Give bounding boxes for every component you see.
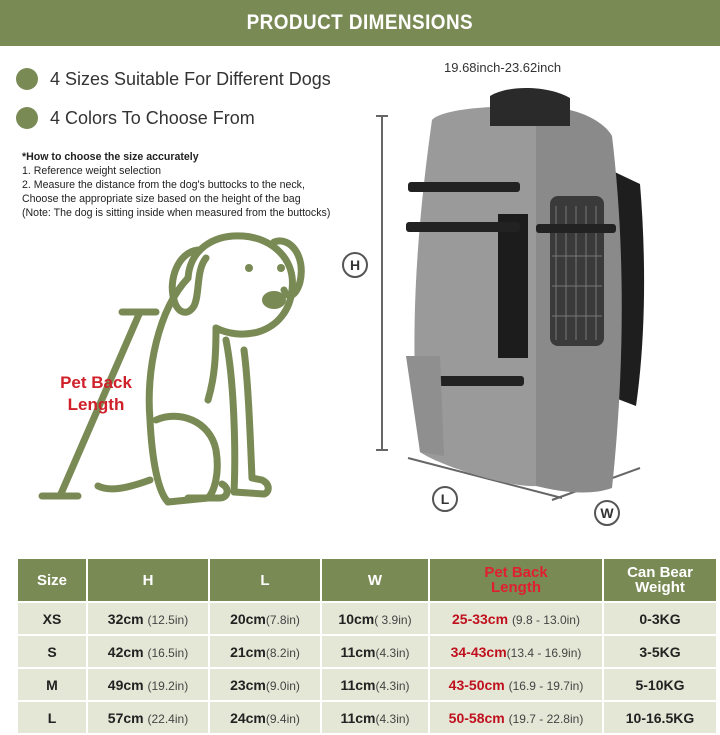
title-banner (0, 0, 720, 46)
bullet-dot-icon (16, 107, 38, 129)
dog-head (188, 236, 292, 334)
pet-label-line: Length (67, 395, 125, 414)
header-size: Size (18, 559, 86, 601)
size-guide-line: 1. Reference weight selection (22, 165, 161, 177)
size-guide-line: Choose the appropriate size based on the height of the bag (22, 193, 301, 205)
length-label: L (432, 486, 458, 512)
cell-weight: 0-3KG (604, 603, 716, 634)
table-row (18, 702, 716, 733)
pet-back-length-label (54, 372, 138, 416)
table-row (18, 669, 716, 700)
dog-eye-icon (245, 264, 253, 272)
header-can-bear-weight (604, 559, 716, 601)
cell-h: 42cm (16.5in) (88, 636, 208, 667)
height-label: H (342, 252, 368, 278)
cell-size: L (18, 702, 86, 733)
header-w: W (322, 559, 428, 601)
header-line: Weight (635, 579, 685, 596)
table-row (18, 603, 716, 634)
header-line: Length (491, 579, 541, 596)
cell-pet: 25-33cm (9.8 - 13.0in) (430, 603, 602, 634)
cell-pet: 43-50cm (16.9 - 19.7in) (430, 669, 602, 700)
cell-w: 11cm(4.3in) (322, 669, 428, 700)
size-guide-line: (Note: The dog is sitting inside when measured from the buttocks) (22, 207, 331, 219)
table-header-row (18, 559, 716, 601)
header-line: Can Bear (627, 564, 693, 581)
header-pet-back-length (430, 559, 602, 601)
width-dimension-label: 19.68inch-23.62inch (444, 60, 562, 75)
cell-l: 23cm(9.0in) (210, 669, 320, 700)
cell-size: M (18, 669, 86, 700)
table-row (18, 636, 716, 667)
cell-l: 24cm(9.4in) (210, 702, 320, 733)
page-title: PRODUCT DIMENSIONS (246, 11, 474, 34)
pet-label-line: Pet Back (60, 373, 132, 392)
cell-weight: 5-10KG (604, 669, 716, 700)
cell-l: 20cm(7.8in) (210, 603, 320, 634)
size-guide-title: *How to choose the size accurately (22, 151, 199, 163)
size-table (16, 557, 718, 735)
header-l: L (210, 559, 320, 601)
size-guide-line: 2. Measure the distance from the dog's buttocks to the neck, (22, 179, 305, 191)
dog-eye-icon (277, 264, 285, 272)
header-h: H (88, 559, 208, 601)
cell-weight: 10-16.5KG (604, 702, 716, 733)
cell-w: 11cm(4.3in) (322, 702, 428, 733)
width-label: W (594, 500, 620, 526)
cell-pet: 34-43cm(13.4 - 16.9in) (430, 636, 602, 667)
bullet-sizes (16, 68, 331, 90)
cell-h: 57cm (22.4in) (88, 702, 208, 733)
bullet-dot-icon (16, 68, 38, 90)
cell-w: 11cm(4.3in) (322, 636, 428, 667)
size-guide (22, 150, 330, 220)
cell-h: 32cm (12.5in) (88, 603, 208, 634)
cell-pet: 50-58cm (19.7 - 22.8in) (430, 702, 602, 733)
header-line: Pet Back (484, 564, 548, 581)
bullet-colors (16, 107, 255, 129)
bullet-text: 4 Colors To Choose From (50, 107, 255, 128)
bullet-text: 4 Sizes Suitable For Different Dogs (50, 68, 331, 89)
cell-w: 10cm( 3.9in) (322, 603, 428, 634)
cell-size: XS (18, 603, 86, 634)
backpack-image (340, 56, 720, 536)
cell-size: S (18, 636, 86, 667)
dog-nose-icon (262, 291, 286, 309)
cell-l: 21cm(8.2in) (210, 636, 320, 667)
cell-h: 49cm (19.2in) (88, 669, 208, 700)
cell-weight: 3-5KG (604, 636, 716, 667)
